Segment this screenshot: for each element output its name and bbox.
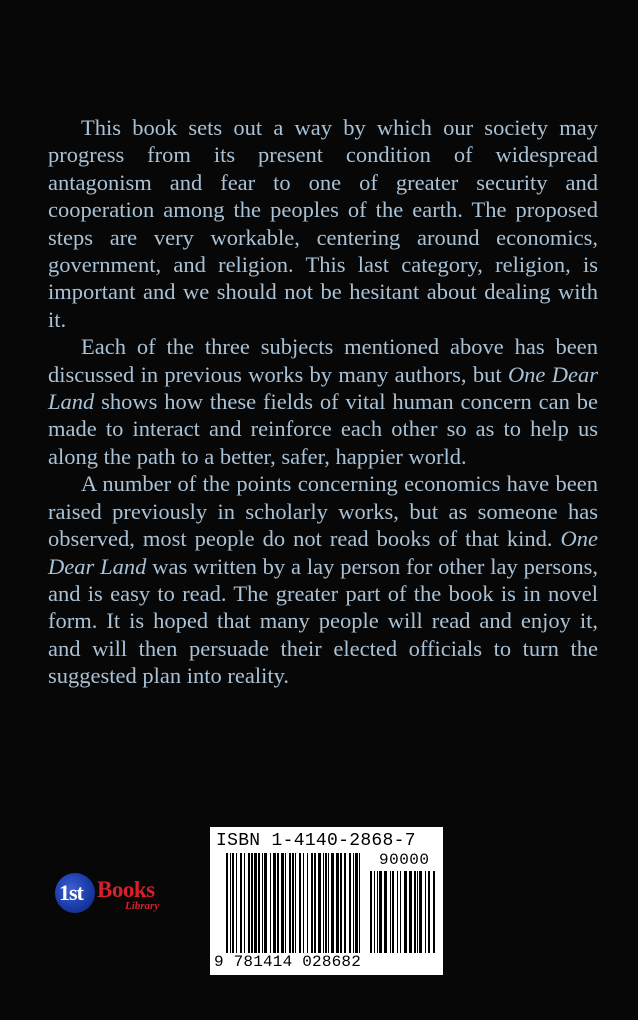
logo-number: 1st (59, 880, 83, 905)
blurb-paragraph-2: Each of the three subjects mentioned above has been discussed in previous works by many authors, but One Dear Land shows how these fields of vital human concern can be made to interact and reinforce each other so as to help us along the path to a better, safer, happier world. (48, 334, 598, 469)
logo-name: Books (97, 877, 155, 902)
book-title: One Dear Land (48, 361, 598, 415)
ean-number: 9 781414 028682 (214, 953, 362, 971)
logo-sub: Library (125, 900, 160, 912)
publisher-logo (55, 870, 179, 922)
price-code: 90000 (379, 851, 430, 869)
back-cover-blurb (48, 114, 598, 690)
blurb-paragraph-1: This book sets out a way by which our society may progress from its present condition of widespread antagonism and fear to one of greater security and cooperation among the peoples of the earth. The proposed steps are very workable, centering around economics, government, and religion. This last category, religion, is important and we should not be hesitant about dealing with it. (48, 115, 598, 332)
blurb-paragraph-3: A number of the points concerning economics have been raised previously in scholarly works, but as someone has observed, most people do not read books of that kind. One Dear Land was written by a lay person for other lay persons, and is easy to read. The greater part of the book is in novel form. It is hoped that many people will read and enjoy it, and will then persuade their elected officials to turn the suggested plan into reality. (48, 471, 598, 689)
isbn-label: ISBN 1-4140-2868-7 (216, 831, 416, 851)
book-title: One Dear Land (48, 526, 598, 579)
isbn-barcode (210, 827, 443, 975)
